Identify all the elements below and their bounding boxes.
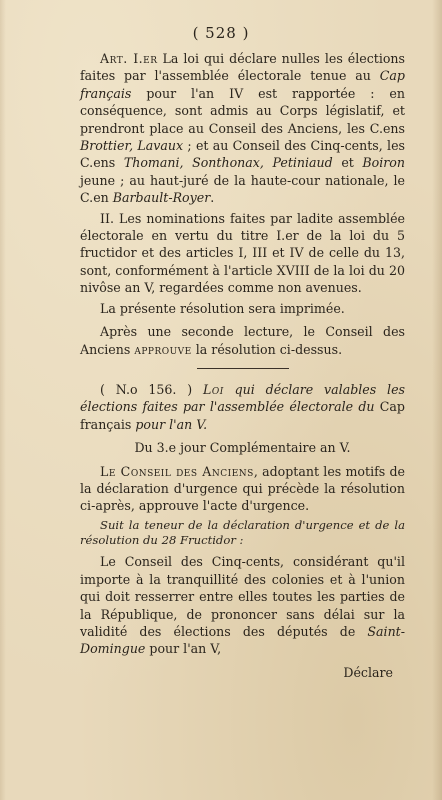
article-1: Art. I.er La loi qui déclare nulles les élections faites par l'assemblée électorale tenue au Cap français pour l'an IV est rapportée : en conséquence, sont admis au Corps législatif, et prendront place au Conseil des Anciens, les C.ens Brottier, Lavaux ; et au Conseil des Cinq-cents, les C.ens Thomani, Sonthonax, Petiniaud et Boiron jeune ; au haut-juré de la haute-cour nationale, le C.en Barbault-Royer. xyxy=(80,51,406,206)
council-statement: Le Conseil des Anciens, adoptant les motifs de la déclaration d'urgence qui précède la résolution ci-après, approuve l'acte d'urgence. xyxy=(80,463,405,514)
law-date: Du 3.e jour Complémentaire an V. xyxy=(134,440,351,456)
catchword: Déclare xyxy=(343,664,393,680)
law-156-heading: ( N.o 156. ) Loi qui déclare valables les élections faites par l'assemblée électorale du Cap français pour l'an V. xyxy=(80,381,405,432)
second-reading: Après une seconde lecture, le Conseil des Anciens approuve la résolution ci-dessus. xyxy=(80,324,405,357)
suit-teneur: Suit la teneur de la déclaration d'urgence et de la résolution du 28 Fructidor : xyxy=(80,517,405,547)
section-divider xyxy=(197,368,289,369)
article-2: II. Les nominations faites par ladite assemblée électorale en vertu du titre I.er de la loi du 5 fructidor et des articles I, III et IV de celle du 13, sont, conformément à l'article XVIII de la loi du 20 nivôse an V, regardées comme non avenues. xyxy=(80,210,405,296)
cinq-cents-considerant: Le Conseil des Cinq-cents, considérant qu'il importe à la tranquillité des colonies et à l'union qui doit resserrer entre elles toutes les parties de la République, de prononcer sans délai sur la validité des élections des députés de Saint-Domingue pour l'an V, xyxy=(80,554,405,657)
article-label: Art. I.er xyxy=(100,51,158,66)
page-number: ( 528 ) xyxy=(192,24,250,42)
text-body xyxy=(80,50,405,681)
print-order: La présente résolution sera imprimée. xyxy=(100,300,345,316)
